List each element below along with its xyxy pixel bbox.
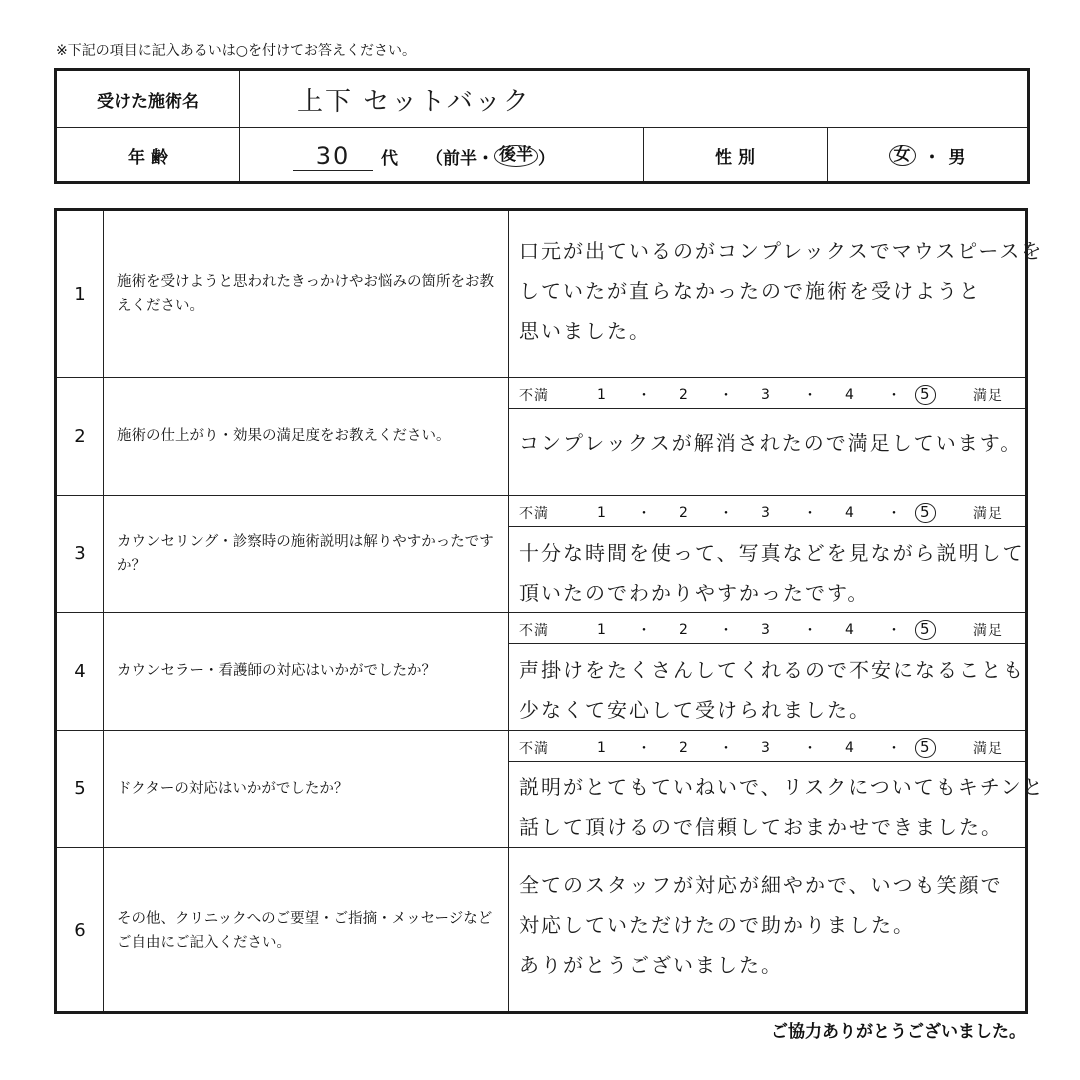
scale-dot: ・ bbox=[719, 388, 734, 404]
scale-low-label: 不満 bbox=[519, 623, 549, 639]
answer-line: 頂いたのでわかりやすかったです。 bbox=[519, 581, 870, 605]
scale-dot: ・ bbox=[803, 388, 818, 404]
satisfaction-scale bbox=[509, 382, 1025, 409]
scale-dot: ・ bbox=[637, 623, 652, 639]
answer-line: 全てのスタッフが対応が細やかで、いつも笑顔で bbox=[519, 873, 1003, 897]
scale-high-label: 満足 bbox=[973, 506, 1003, 522]
scale-2: 2 bbox=[679, 505, 689, 521]
scale-dot: ・ bbox=[803, 506, 818, 522]
answer-col-divider bbox=[508, 211, 509, 1011]
question-number: 6 bbox=[74, 920, 86, 941]
scale-5-circled: 5 bbox=[915, 620, 936, 639]
scale-4: 4 bbox=[845, 387, 855, 403]
questionnaire-table bbox=[54, 208, 1045, 1014]
scale-2: 2 bbox=[679, 387, 689, 403]
answer-line: 十分な時間を使って、写真などを見ながら説明して bbox=[519, 541, 1025, 565]
scale-1: 1 bbox=[597, 505, 607, 521]
scale-3: 3 bbox=[761, 505, 771, 521]
satisfaction-scale bbox=[509, 500, 1025, 527]
sex-female-circled: 女 bbox=[889, 145, 916, 167]
answer-text bbox=[519, 767, 1045, 847]
scale-5-circled: 5 bbox=[915, 385, 936, 404]
scale-high-label: 満足 bbox=[973, 388, 1003, 404]
num-col-divider bbox=[103, 211, 104, 1011]
answer-text bbox=[519, 865, 1003, 985]
age-dot: ・ bbox=[477, 148, 494, 169]
scale-dot: ・ bbox=[887, 388, 902, 404]
answer-line: していたが直らなかったので施術を受けようと bbox=[519, 279, 981, 303]
scale-2: 2 bbox=[679, 622, 689, 638]
question-text: カウンセラー・看護師の対応はいかがでしたか？ bbox=[117, 663, 436, 679]
question-text: ドクターの対応はいかがでしたか？ bbox=[117, 780, 349, 797]
treatment-label: 受けた施術名 bbox=[97, 91, 199, 112]
age-first-half: 前半 bbox=[443, 148, 477, 169]
answer-line: 対応していただけたので助かりました。 bbox=[519, 913, 915, 937]
scale-5-circled: 5 bbox=[915, 503, 936, 522]
answer-text bbox=[519, 533, 1025, 613]
scale-high-label: 満足 bbox=[973, 623, 1003, 639]
info-table bbox=[54, 68, 1030, 184]
answer-line: 説明がとてもていねいで、リスクについてもキチンと bbox=[519, 775, 1045, 799]
scale-dot: ・ bbox=[719, 506, 734, 522]
question-number: 2 bbox=[74, 425, 86, 447]
scale-3: 3 bbox=[761, 387, 771, 403]
satisfaction-scale bbox=[509, 617, 1025, 644]
age-field bbox=[293, 131, 555, 181]
age-unit: 代 bbox=[381, 148, 398, 169]
scale-low-label: 不満 bbox=[519, 506, 549, 522]
scale-3: 3 bbox=[761, 622, 771, 638]
question-number: 4 bbox=[74, 660, 86, 682]
scale-2: 2 bbox=[679, 740, 689, 756]
answer-text bbox=[519, 423, 1022, 463]
answer-line: 思いました。 bbox=[519, 319, 651, 343]
scale-1: 1 bbox=[597, 622, 607, 638]
satisfaction-scale bbox=[509, 735, 1025, 762]
sex-field bbox=[827, 127, 1027, 184]
scale-low-label: 不満 bbox=[519, 388, 549, 404]
question-number: 1 bbox=[74, 283, 86, 305]
scale-4: 4 bbox=[845, 622, 855, 638]
answer-line: 口元が出ているのがコンプレックスでマウスピースを bbox=[519, 239, 1044, 263]
treatment-value: 上下 セットバック bbox=[297, 87, 531, 117]
sex-label: 性 別 bbox=[715, 148, 755, 168]
scale-dot: ・ bbox=[803, 623, 818, 639]
scale-dot: ・ bbox=[887, 506, 902, 522]
answer-line: 話して頂けるので信頼しておまかせできました。 bbox=[519, 815, 1003, 839]
sex-dot: ・ bbox=[923, 148, 941, 168]
answer-line: コンプレックスが解消されたので満足しています。 bbox=[519, 431, 1023, 455]
answer-line: 声掛けをたくさんしてくれるので不安になることも bbox=[519, 658, 1025, 682]
scale-4: 4 bbox=[845, 740, 855, 756]
scale-low-label: 不満 bbox=[519, 741, 549, 757]
question-text: カウンセリング・診察時の施術説明は解りやすかったですか？ bbox=[117, 533, 494, 574]
question-text: 施術を受けようと思われたきっかけやお悩みの箇所をお教えください。 bbox=[117, 274, 494, 314]
instruction-note: ※下記の項目に記入あるいは○を付けてお答えください。 bbox=[56, 43, 416, 59]
question-text: 施術の仕上がり・効果の満足度をお教えください。 bbox=[117, 428, 451, 444]
answer-line: 少なくて安心して受けられました。 bbox=[519, 698, 871, 722]
scale-dot: ・ bbox=[637, 506, 652, 522]
age-paren-close: ） bbox=[538, 148, 555, 169]
question-number: 5 bbox=[74, 778, 86, 799]
scale-1: 1 bbox=[597, 740, 607, 756]
age-paren-open: （ bbox=[426, 148, 443, 169]
scale-dot: ・ bbox=[887, 741, 902, 757]
age-value: 30 bbox=[293, 142, 373, 171]
scale-dot: ・ bbox=[637, 741, 652, 757]
age-second-half-circled: 後半 bbox=[494, 145, 538, 167]
scale-1: 1 bbox=[597, 387, 607, 403]
sex-male: 男 bbox=[948, 148, 966, 168]
scale-3: 3 bbox=[761, 740, 771, 756]
age-label: 年 齢 bbox=[128, 148, 168, 168]
answer-text bbox=[519, 650, 1025, 730]
info-col-divider bbox=[239, 71, 240, 181]
scale-dot: ・ bbox=[637, 388, 652, 404]
scale-dot: ・ bbox=[719, 741, 734, 757]
question-number: 3 bbox=[74, 543, 86, 564]
scale-dot: ・ bbox=[719, 623, 734, 639]
scale-5-circled: 5 bbox=[915, 738, 936, 757]
question-text: その他、クリニックへのご要望・ご指摘・メッセージなどご自由にご記入ください。 bbox=[117, 910, 493, 951]
scale-4: 4 bbox=[845, 505, 855, 521]
answer-text bbox=[519, 231, 1043, 351]
scale-high-label: 満足 bbox=[973, 741, 1003, 757]
answer-line: ありがとうございました。 bbox=[519, 953, 783, 977]
scale-dot: ・ bbox=[803, 741, 818, 757]
scale-dot: ・ bbox=[887, 623, 902, 639]
thanks-message: ご協力ありがとうございました。 bbox=[771, 1022, 1026, 1042]
